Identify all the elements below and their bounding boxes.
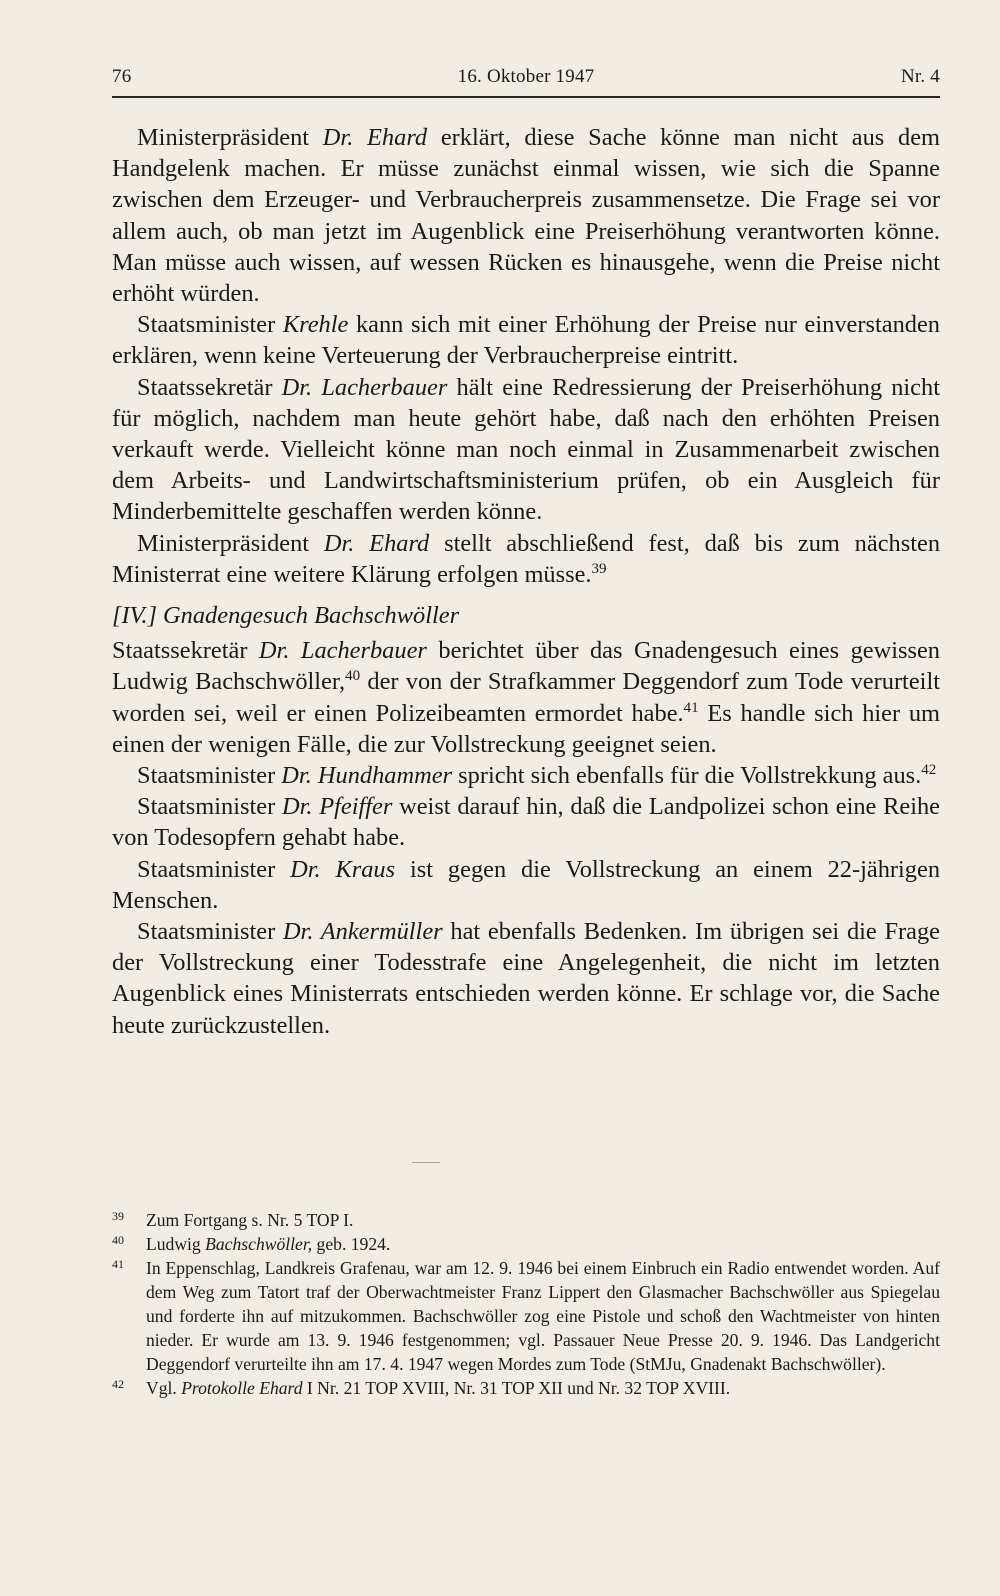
- speaker-title: Ministerpräsident: [137, 124, 323, 151]
- footnote-text: Ludwig: [146, 1234, 206, 1254]
- speaker-title: Staatsminister: [137, 793, 282, 821]
- paragraph-text: kann sich mit einer Erhöhung der Preise nur einverstanden erklären, wenn keine Verteuerung der Verbraucherpreise eintritt.: [112, 311, 940, 370]
- footnote-text: geb. 1924.: [312, 1234, 391, 1254]
- page-number: 76: [112, 66, 132, 87]
- paragraph-text: hält eine Redressierung der Preiserhöhung nicht für möglich, nachdem man heute gehört habe, daß nach den erhöhten Preisen verkauft werde. Vielleicht könne man noch einmal in Zusammenarbeit zwischen dem Arbeits- und Landwirtschaftsministerium prüfen, ob ein Ausgleich für Minderbemittelte geschaffen werden könne.: [112, 373, 940, 526]
- speaker-title: Staatsminister: [137, 855, 291, 883]
- footnote: [112, 1208, 940, 1232]
- paragraph: [112, 372, 940, 528]
- speaker-title: Staatsminister: [137, 311, 283, 339]
- speaker-title: Staatsminister: [137, 918, 283, 946]
- speaker-name: Dr. Ehard: [323, 529, 430, 557]
- paragraph-text: berichtet über das Gnadengesuch eines gewissen Ludwig Bachschwöller,: [112, 637, 941, 696]
- speaker-title: Staatsminister: [137, 762, 282, 790]
- footnote-marker[interactable]: 40: [345, 668, 361, 685]
- speaker-name: Dr. Lacherbauer: [258, 637, 427, 665]
- footnote-text: In Eppenschlag, Landkreis Grafenau, war am 12. 9. 1946 bei einem Einbruch ein Radio entwendet worden. Auf dem Weg zum Tatort traf der Oberwachtmeister Franz Lippert den Glasmacher Bachschwöller aus Spiegelau und forderte ihn auf mitzukommen. Bachschwöller zog eine Pistole und schoß den Wachtmeister von hinten nieder. Er wurde am 13. 9. 1946 festgenommen; vgl. Passauer Neue Presse 20. 9. 1946. Das Landgericht Deggendorf verurteilte ihn am 17. 4. 1947 wegen Mordes zum Tode (StMJu, Gnadenakt Bachschwöller).: [146, 1258, 940, 1374]
- issue-number: Nr. 4: [901, 66, 940, 87]
- paragraph-text: der von der Strafkammer Deggendorf zum Tode verurteilt worden sei, weil er einen Polizeibeamten ermordet habe.: [112, 668, 940, 727]
- paragraph: [112, 791, 940, 853]
- footnotes: [112, 1208, 940, 1400]
- footnote: [112, 1232, 940, 1256]
- paragraph: [112, 309, 940, 371]
- speaker-name: Dr. Kraus: [290, 855, 396, 883]
- paragraph: [112, 760, 940, 791]
- paragraph-text: Es handle sich hier um einen der wenigen Fälle, die zur Vollstreckung geeignet seien.: [112, 699, 940, 758]
- footnote-number: 40: [112, 1233, 124, 1247]
- footnote-number: 39: [112, 1209, 124, 1223]
- speaker-name: Dr. Lacherbauer: [281, 373, 448, 401]
- footnote-text: Vgl.: [146, 1378, 182, 1398]
- paragraph: [112, 635, 940, 760]
- paragraph-text: weist darauf hin, daß die Landpolizei schon eine Reihe von Todesopfern gehabt habe.: [112, 793, 941, 852]
- speaker-title: Staatssekretär: [137, 373, 282, 401]
- paragraph-text: hat ebenfalls Bedenken. Im übrigen sei die Frage der Vollstreckung einer Todesstrafe eine Angelegenheit, die nicht im letzten Augenblick eines Ministerrats entschieden werden könne. Er schlage vor, die Sache heute zurückzustellen.: [112, 918, 941, 1039]
- footnote-marker[interactable]: 41: [683, 699, 699, 716]
- speaker-title: Ministerpräsident: [137, 529, 324, 557]
- speaker-name: Dr. Ehard: [322, 124, 428, 151]
- paragraph-text: ist gegen die Vollstreckung an einem 22-jährigen Menschen.: [112, 855, 941, 914]
- footnote-number: 41: [112, 1257, 124, 1271]
- paragraph-text: stellt abschließend fest, daß bis zum nächsten Ministerrat eine weitere Klärung erfolgen müsse.: [112, 529, 941, 588]
- footnote: [112, 1376, 940, 1400]
- speaker-name: Dr. Hundhammer: [281, 762, 453, 790]
- paragraph: [112, 528, 940, 590]
- main-text: [112, 122, 940, 1041]
- speaker-name: Krehle: [282, 311, 349, 339]
- footnote-text: Zum Fortgang s. Nr. 5 TOP I.: [146, 1210, 354, 1230]
- paragraph: [112, 122, 940, 309]
- running-header: [112, 60, 940, 94]
- footnote-emphasis: Bachschwöller,: [205, 1234, 313, 1254]
- speaker-name: Dr. Pfeiffer: [281, 793, 393, 821]
- footnote-separator: [412, 1162, 440, 1163]
- footnote: [112, 1256, 940, 1376]
- footnote-marker[interactable]: 42: [921, 762, 937, 779]
- paragraph-text: spricht sich ebenfalls für die Vollstrekkung aus.: [452, 762, 922, 790]
- speaker-title: Staatssekretär: [112, 637, 259, 665]
- paragraph-text: erklärt, diese Sache könne man nicht aus dem Handgelenk machen. Er müsse zunächst einmal wissen, wie sich die Spanne zwischen dem Erzeuger- und Verbraucherpreis zusammensetze. Die Frage sei vor allem auch, ob man jetzt im Augenblick eine Preiserhöhung verantworten könne. Man müsse auch wissen, auf wessen Rücken es hinausgehe, wenn die Preise nicht erhöht würden.: [112, 124, 940, 308]
- footnote-marker[interactable]: 39: [591, 560, 607, 577]
- section-heading: [IV.] Gnadengesuch Bachschwöller: [112, 602, 460, 630]
- footnote-number: 42: [112, 1377, 124, 1391]
- footnote-emphasis: Protokolle Ehard: [181, 1378, 303, 1398]
- footnote-text: I Nr. 21 TOP XVIII, Nr. 31 TOP XII und Nr. 32 TOP XVIII.: [302, 1378, 731, 1398]
- paragraph: [112, 854, 940, 916]
- paragraph: [112, 916, 940, 1041]
- header-rule: [112, 96, 940, 98]
- speaker-name: Dr. Ankermüller: [282, 918, 443, 946]
- header-date: 16. Oktober 1947: [457, 66, 595, 87]
